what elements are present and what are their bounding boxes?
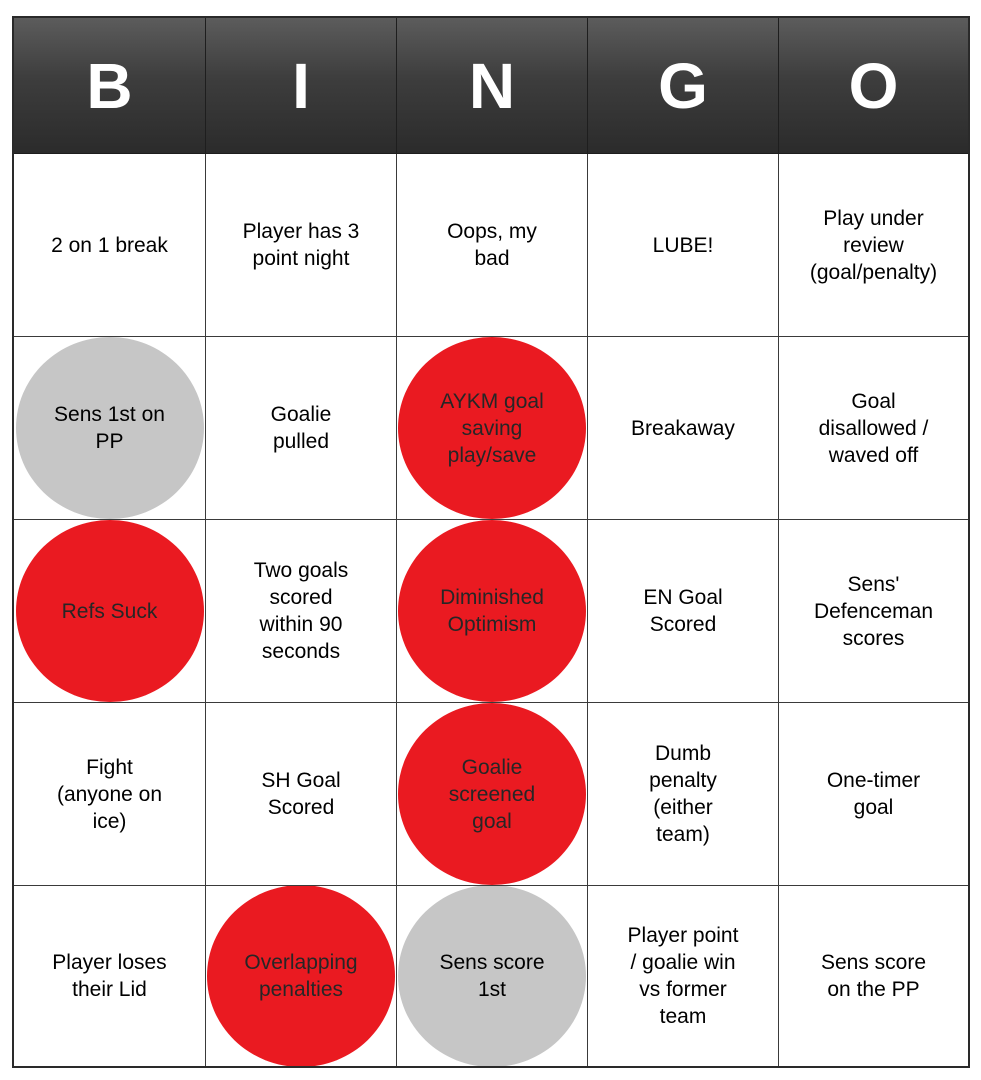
- bingo-square[interactable]: [206, 886, 397, 1066]
- square-label: Sens score on the PP: [820, 951, 927, 1001]
- header-letter-o: O: [779, 18, 968, 154]
- square-label: EN Goal Scored: [643, 586, 723, 636]
- bingo-square[interactable]: [14, 703, 206, 886]
- bingo-square[interactable]: [779, 703, 968, 886]
- square-label: Player loses their Lid: [52, 951, 167, 1001]
- bingo-square[interactable]: [779, 886, 968, 1066]
- square-label: Overlapping penalties: [244, 951, 358, 1001]
- square-label: Diminished Optimism: [440, 586, 544, 636]
- bingo-square[interactable]: [588, 337, 779, 520]
- square-label: Sens 1st on PP: [54, 403, 165, 453]
- bingo-square[interactable]: [588, 154, 779, 337]
- bingo-square[interactable]: [206, 337, 397, 520]
- square-label: 2 on 1 break: [51, 233, 168, 257]
- bingo-square[interactable]: [397, 337, 588, 520]
- bingo-square[interactable]: [779, 154, 968, 337]
- square-label: LUBE!: [652, 233, 714, 257]
- square-label: Goalie pulled: [270, 403, 332, 453]
- square-label: Goalie screened goal: [448, 755, 536, 833]
- bingo-square[interactable]: [588, 520, 779, 703]
- header-letter-g: G: [588, 18, 779, 154]
- bingo-square[interactable]: [779, 337, 968, 520]
- bingo-card: [12, 16, 970, 1068]
- header-letter-b: B: [14, 18, 206, 154]
- bingo-square[interactable]: [206, 520, 397, 703]
- bingo-square[interactable]: [397, 154, 588, 337]
- square-label: Breakaway: [631, 416, 735, 440]
- bingo-square[interactable]: [14, 154, 206, 337]
- bingo-square[interactable]: [14, 337, 206, 520]
- square-label: AYKM goal saving play/save: [440, 389, 544, 467]
- bingo-square[interactable]: [588, 703, 779, 886]
- bingo-square[interactable]: [397, 886, 588, 1066]
- square-label: SH Goal Scored: [261, 769, 341, 819]
- header-letter-n: N: [397, 18, 588, 154]
- square-label: Oops, my bad: [447, 220, 537, 270]
- square-label: Player point / goalie win vs former team: [627, 924, 739, 1028]
- bingo-square[interactable]: [397, 520, 588, 703]
- square-label: Play under review (goal/penalty): [809, 206, 938, 284]
- bingo-square[interactable]: [14, 520, 206, 703]
- square-label: Dumb penalty (either team): [649, 742, 717, 846]
- bingo-square[interactable]: [397, 703, 588, 886]
- square-label: One-timer goal: [826, 769, 921, 819]
- header-letter-i: I: [206, 18, 397, 154]
- square-label: Player has 3 point night: [242, 220, 360, 270]
- bingo-square[interactable]: [14, 886, 206, 1066]
- bingo-square[interactable]: [206, 703, 397, 886]
- bingo-square[interactable]: [206, 154, 397, 337]
- bingo-square[interactable]: [588, 886, 779, 1066]
- square-label: Goal disallowed / waved off: [818, 389, 929, 467]
- bingo-square[interactable]: [779, 520, 968, 703]
- square-label: Two goals scored within 90 seconds: [253, 559, 349, 663]
- square-label: Refs Suck: [61, 599, 158, 623]
- square-label: Sens score 1st: [439, 951, 545, 1001]
- square-label: Sens' Defenceman scores: [813, 572, 934, 650]
- square-label: Fight (anyone on ice): [56, 755, 163, 833]
